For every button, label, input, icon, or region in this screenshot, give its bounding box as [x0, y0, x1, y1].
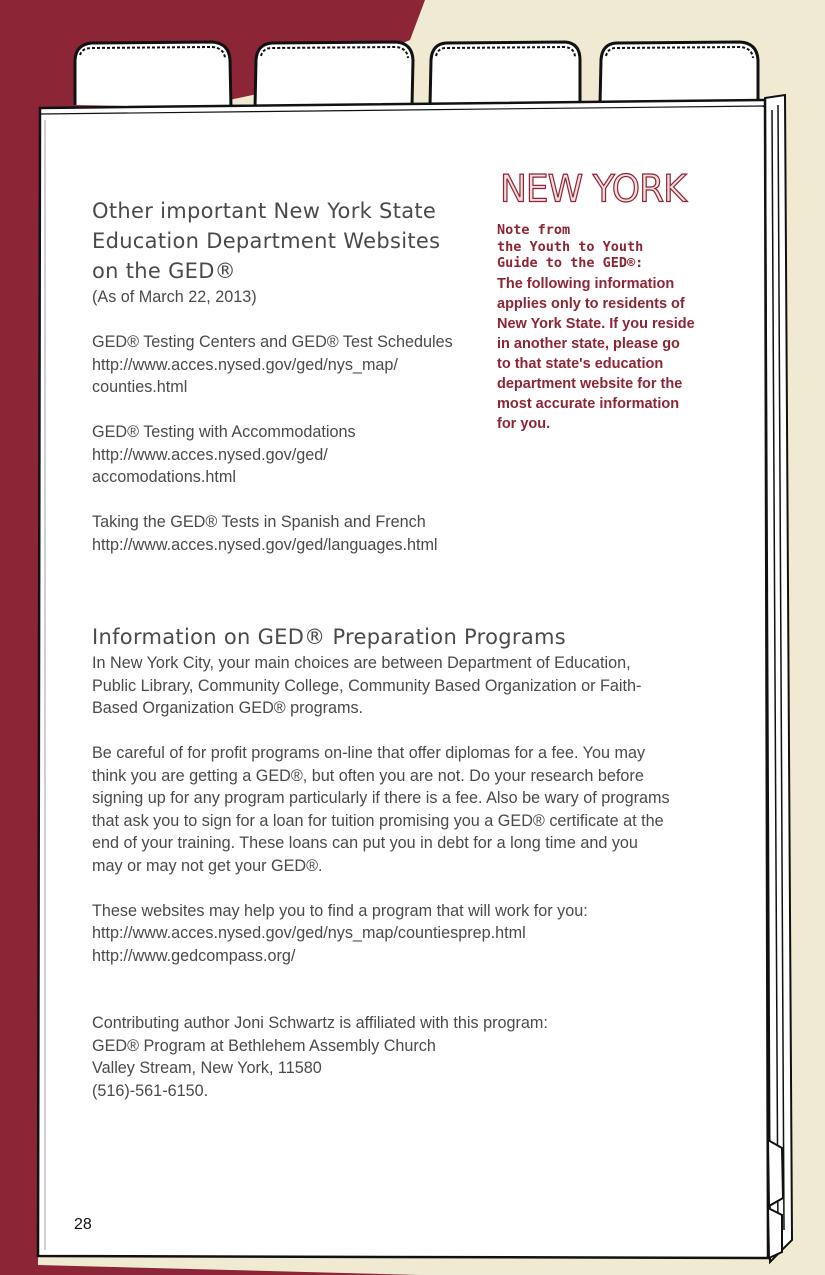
website-url[interactable]: http://www.gedcompass.org/ [92, 946, 296, 965]
websites-heading [92, 196, 492, 286]
link-url[interactable]: http://www.acces.nysed.gov/ged/ [92, 445, 328, 464]
link-title: GED® Testing Centers and GED® Test Schedules [92, 333, 453, 351]
note-label-line: the Youth to Youth [497, 238, 644, 255]
paragraph-line: Public Library, Community College, Community Based Organization or Faith- [92, 676, 642, 695]
prep-heading: Information on GED® Preparation Programs [92, 625, 566, 649]
note-label-line: Note from [497, 222, 571, 238]
note-body-line: in another state, please go [497, 335, 680, 352]
paragraph-line: signing up for any program particularly if there is a fee. Also be wary of programs [92, 789, 670, 807]
page-number: 28 [74, 1216, 92, 1233]
note-body-line: department website for the [497, 375, 683, 392]
note-body-line: The following information [497, 275, 675, 292]
note-label-line: Guide to the GED®: [497, 255, 644, 271]
link-url[interactable]: counties.html [92, 378, 188, 396]
link-url[interactable]: http://www.acces.nysed.gov/ged/nys_map/ [92, 355, 398, 374]
paragraph-line: Based Organization GED® programs. [92, 699, 364, 717]
link-url[interactable]: accomodations.html [92, 468, 236, 486]
link-title: GED® Testing with Accommodations [92, 423, 356, 441]
heading-line: Education Department Websites [92, 229, 441, 253]
youth-guide-note [497, 222, 717, 434]
link-url[interactable]: http://www.acces.nysed.gov/ged/languages.html [92, 535, 438, 554]
note-body-line: applies only to residents of [497, 295, 685, 312]
paragraph-line: may or may not get your GED®. [92, 856, 323, 875]
paragraph-line: think you are getting a GED®, but often you are not. Do your research before [92, 766, 644, 785]
new-york-title: NEW YORK [500, 167, 686, 211]
paragraph-line: In New York City, your main choices are between Department of Education, [92, 654, 631, 672]
as-of-date: (As of March 22, 2013) [92, 288, 257, 306]
note-body-line: to that state's education [497, 355, 664, 372]
note-body-line: most accurate information [497, 395, 680, 412]
side-tabs [768, 1140, 783, 1258]
heading-line: Other important New York State [92, 199, 437, 223]
paragraph-line: end of your training. These loans can put you in debt for a long time and you [92, 834, 638, 852]
note-body-line: for you. [497, 415, 551, 432]
contributor-line: Valley Stream, New York, 11580 [92, 1059, 322, 1077]
paragraph-line: that ask you to sign for a loan for tuition promising you a GED® certificate at the [92, 811, 664, 830]
websites-section [92, 196, 492, 556]
contributor-line: (516)-561-6150. [92, 1081, 209, 1100]
websites-intro: These websites may help you to find a program that will work for you: [92, 901, 588, 920]
heading-line: on the GED® [92, 259, 236, 283]
note-body-line: New York State. If you reside [497, 315, 695, 332]
website-url[interactable]: http://www.acces.nysed.gov/ged/nys_map/countiesprep.html [92, 924, 526, 942]
binder-tabs [75, 42, 758, 108]
contributor-line: GED® Program at Bethlehem Assembly Church [92, 1036, 436, 1055]
contributor-line: Contributing author Joni Schwartz is affiliated with this program: [92, 1014, 548, 1032]
link-title: Taking the GED® Tests in Spanish and French [92, 513, 426, 531]
prep-programs-section [92, 622, 732, 1102]
paragraph-line: Be careful of for profit programs on-line that offer diplomas for a fee. You may [92, 744, 646, 762]
